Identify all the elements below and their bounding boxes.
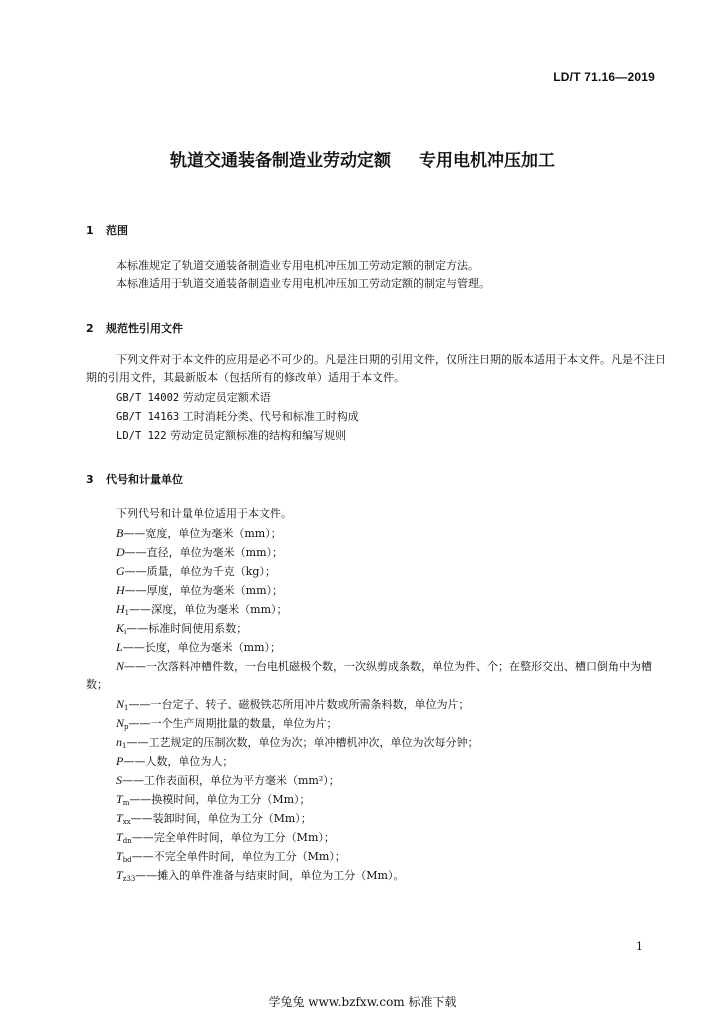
symbol-description: ——完全单件时间，单位为工分（Mm）；	[131, 831, 335, 844]
symbol: T	[116, 811, 123, 825]
scope-paragraph: 本标准适用于轨道交通装备制造业专用电机冲压加工劳动定额的制定与管理。	[116, 277, 490, 290]
symbol-description: ——质量，单位为千克（kg）；	[124, 565, 276, 578]
section-1-heading	[86, 222, 128, 238]
symbol-description: ——长度，单位为毫米（mm）；	[122, 641, 282, 654]
symbol-description: ——深度，单位为毫米（mm）；	[129, 603, 288, 616]
reference-item	[116, 389, 673, 407]
symbol-description: ——一次落料冲槽件数，一台电机磁极个数，一次纵剪成条数，单位为件、个；在整形交出、槽口倒角中为槽数；	[86, 660, 653, 691]
symbol-description: ——装卸时间，单位为工分（Mm）；	[130, 812, 312, 825]
symbol-description: ——一台定子、转子、磁极铁芯所用冲片数或所需条料数，单位为片；	[128, 698, 470, 711]
reference-code: GB/T 14163	[116, 411, 180, 423]
section-title: 范围	[106, 224, 128, 237]
symbol: B	[116, 526, 124, 540]
symbol-description: ——直径，单位为毫米（mm）；	[124, 546, 284, 559]
symbol-subscript: 1	[124, 609, 130, 617]
symbol-subscript: dn	[122, 837, 132, 845]
symbol-definition	[116, 866, 673, 888]
symbol: T	[116, 830, 123, 844]
symbol-subscript: xx	[122, 818, 131, 826]
symbol-subscript: i	[124, 628, 127, 636]
symbol-definition	[116, 562, 673, 581]
section-number: 3	[86, 473, 94, 486]
document-title	[0, 146, 725, 171]
symbol-subscript: bd	[122, 856, 132, 864]
symbol: D	[116, 545, 125, 559]
section-number: 2	[86, 322, 94, 335]
symbol-definition	[116, 543, 673, 562]
symbol-definition	[116, 752, 673, 771]
footer-watermark: 学兔兔 www.bzfxw.com 标准下载	[268, 995, 457, 1009]
symbol-subscript: p	[124, 723, 129, 731]
symbol-definition	[116, 638, 673, 657]
symbol-subscript: 1	[124, 704, 129, 712]
reference-title: 劳动定员定额术语	[182, 391, 271, 404]
reference-title: 劳动定员定额标准的结构和编写规则	[170, 429, 347, 442]
symbol: N	[116, 716, 125, 730]
symbol: S	[116, 773, 122, 787]
symbol-definition	[116, 524, 673, 543]
symbol: T	[116, 849, 123, 863]
symbol-definition	[116, 581, 673, 600]
symbol-subscript: z33	[122, 875, 136, 883]
scope-paragraph: 本标准规定了轨道交通装备制造业专用电机冲压加工劳动定额的制定方法。	[116, 259, 479, 272]
symbol: P	[116, 754, 124, 768]
section-number: 1	[86, 224, 94, 237]
symbol-description: ——一个生产周期批量的数量，单位为片；	[128, 717, 338, 730]
symbol-description: ——宽度，单位为毫米（mm）；	[123, 527, 282, 540]
title-sub: 专用电机冲压加工	[419, 151, 555, 171]
symbol: T	[116, 792, 123, 806]
symbol-description: ——不完全单件时间，单位为工分（Mm）；	[131, 850, 346, 863]
symbol-description: ——人数，单位为人；	[123, 755, 234, 768]
references-intro: 下列文件对于本文件的应用是必不可少的。凡是注日期的引用文件，仅所注日期的版本适用于本文件。凡是不注日期的引用文件，其最新版本（包括所有的修改单）适用于本文件。	[86, 353, 666, 384]
reference-code: GB/T 14002	[116, 392, 180, 404]
section-title: 规范性引用文件	[106, 322, 183, 335]
section-2-heading	[86, 320, 183, 336]
reference-item	[116, 427, 673, 445]
reference-item	[116, 408, 673, 426]
symbol: T	[116, 868, 123, 882]
symbol-description: ——厚度，单位为毫米（mm）；	[124, 584, 284, 597]
symbol-description: ——工艺规定的压制次数，单位为次；单冲槽机冲次，单位为次每分钟；	[126, 736, 479, 749]
symbol: K	[116, 621, 125, 635]
symbol-description: ——标准时间使用系数；	[126, 622, 248, 635]
symbol: H	[116, 602, 125, 616]
symbol-description: ——摊入的单件准备与结束时间，单位为工分（Mm）。	[135, 869, 405, 882]
symbol-description: ——换模时间，单位为工分（Mm）；	[129, 793, 311, 806]
symbol: L	[116, 640, 123, 654]
symbol: n	[116, 735, 122, 749]
section-title: 代号和计量单位	[106, 473, 183, 486]
symbol-subscript: 1	[122, 742, 127, 750]
title-main: 轨道交通装备制造业劳动定额	[170, 151, 391, 171]
symbol: N	[116, 697, 125, 711]
symbol-subscript: m	[122, 799, 130, 807]
symbols-intro: 下列代号和计量单位适用于本文件。	[116, 507, 292, 520]
symbol-description: ——工作表面积，单位为平方毫米（mm²）；	[122, 774, 340, 787]
reference-code: LD/T 122	[116, 430, 167, 442]
page-number: 1	[636, 940, 643, 953]
symbol-definition	[86, 657, 673, 694]
symbol: G	[116, 564, 125, 578]
symbol-definition	[116, 771, 673, 790]
symbol: N	[116, 659, 125, 673]
section-3-heading	[86, 471, 183, 487]
document-number: LD/T 71.16—2019	[553, 70, 655, 84]
reference-title: 工时消耗分类、代号和标准工时构成	[182, 410, 359, 423]
symbol: H	[116, 583, 125, 597]
